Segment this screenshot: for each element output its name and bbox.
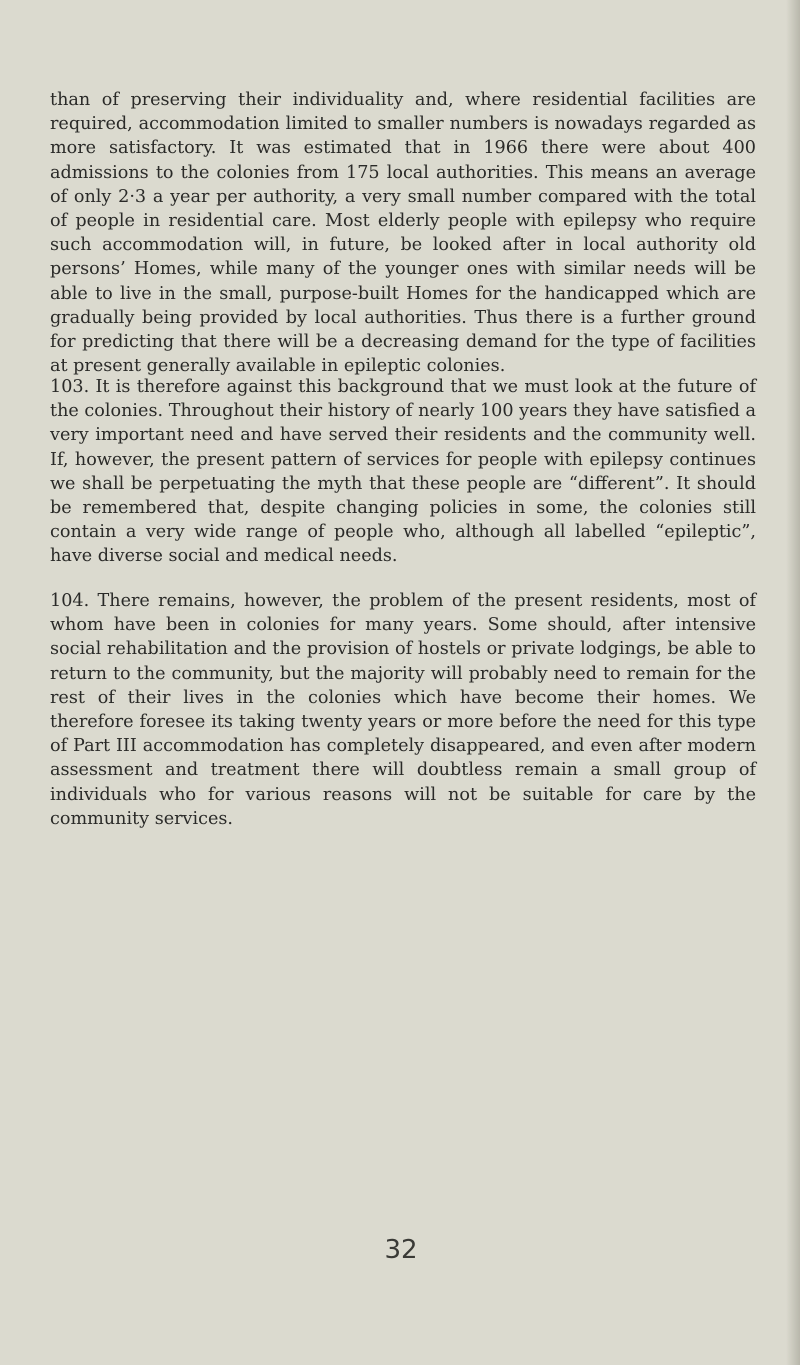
page-number: 32	[384, 1235, 418, 1265]
paragraph-103: 103. It is therefore against this background that we must look at the future of the colonies. Throughout their history of nearly 100 years they have satisfied a very important need and have served their residents and the community well. If, however, the present pattern of services for people with epilepsy continues we shall be perpetuating the myth that these people are “different”. It should be remembered that, despite changing policies in some, the colonies still contain a very wide range of people who, although all labelled “epileptic”, have diverse social and medical needs.	[50, 377, 756, 567]
paragraph-104: 104. There remains, however, the problem of the present residents, most of whom have been in colonies for many years. Some should, after intensive social rehabilitation and the provision of hostels or private lodgings, be able to return to the community, but the majority will probably need to remain for the rest of their lives in the colonies which have become their homes. We therefore foresee its taking twenty years or more before the need for this type of Part III accommodation has completely disappeared, and even after modern assessment and treatment there will doubtless remain a small group of individuals who for various reasons will not be suitable for care by the community services.	[50, 591, 756, 829]
paragraph-continuation: than of preserving their individuality and, where residential facilities are required, accommodation limited to smaller numbers is nowadays regarded as more satisfactory. It was estimated that in 1966 there were about 400 admissions to the colonies from 175 local authorities. This means an average of only 2·3 a year per authority, a very small number compared with the total of people in residential care. Most elderly people with epilepsy who require such accommodation will, in future, be looked after in local authority old persons’ Homes, while many of the younger ones with similar needs will be able to live in the small, purpose-built Homes for the handicapped which are gradually being provided by local authorities. Thus there is a further ground for predicting that there will be a decreasing demand for the type of facilities at present generally available in epileptic colonies.	[50, 90, 756, 377]
